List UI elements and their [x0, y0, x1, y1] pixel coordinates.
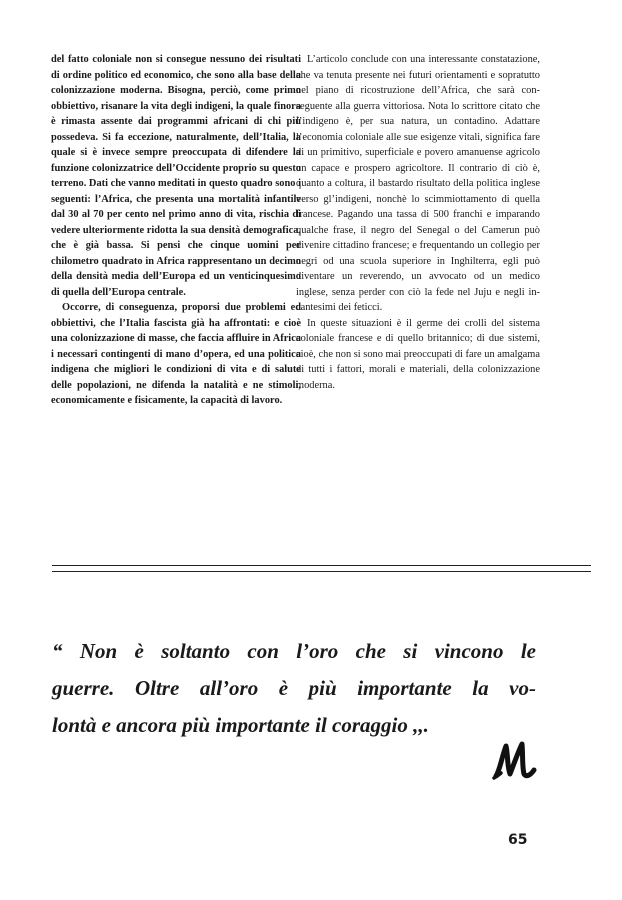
- left-paragraph-1: del fatto coloniale non si consegue nessuno dei risultati di ordine politico ed economico, che sono alla base della colonizzazione moderna. Bisogna, perciò, come primo obbiettivo, risanare la vita degli indigeni, la quale finora è rimasta assente dai programmi africani di chi più possedeva. Si fa eccezione, naturalmente, dell’Italia, la quale si è invece sempre preoccupata di difendere la funzione colonizzatrice dell’Occidente proprio su questo terreno. Dati che vanno meditati in questo quadro sono i seguenti: l’Africa, che presenta una mortalità infantile dal 30 al 70 per cento nel primo anno di vita, rischia di vedere ulteriormente ridotta la sua densità demografica, che è già bassa. Si pensi che cinque uomini per chilometro quadrato in Africa rappresentano un decimo della densità media dell’Europa ed un venticinquesimo di quella dell’Europa centrale.: [51, 54, 301, 298]
- right-paragraph-2: In queste situazioni è il germe dei crolli del sistema coloniale francese e di quello britannico; di due sistemi, cioè, che non si sono mai preoccupati di fare un amalgama di tutti i fattori, morali e materiali, della colonizzazione moderna.: [296, 317, 540, 391]
- quote-block: [52, 633, 536, 744]
- left-paragraph-2: Occorre, di conseguenza, proporsi due problemi ed obbiettivi, che l’Italia fascista già ha affrontati: e cioè una colonizzazione di masse, che faccia affluire in Africa i necessari contingenti di mano d’opera, ed una politica indigena che migliori le condizioni di vita e di salute delle popolazioni, ne difenda la natalità e ne stimoli, economicamente e fisicamente, la capacità di lavoro.: [51, 302, 301, 406]
- separator-rule-top: [52, 565, 591, 566]
- signature-m-icon: [492, 740, 542, 782]
- left-column: [51, 52, 301, 409]
- right-column: [296, 52, 540, 393]
- quote-line-2: guerre. Oltre all’oro è più importante la vo-: [52, 676, 536, 700]
- separator-rule-bottom: [52, 571, 591, 572]
- right-paragraph-1: L’articolo conclude con una interessante constatazione, che va tenuta presente nei futuri orientamenti e sopratutto nel piano di ricostruzione dell’Africa, che sarà conseguente alla guerra vittoriosa. Nota lo scrittore citato che l’indigeno è, per sua natura, un contadino. Adattare l’economia coloniale alle sue esigenze vitali, significa fare di un primitivo, superficiale e povero amanuense agricolo un capace e prospero agricoltore. Il contrario di ciò è, quanto a coltura, il bastardo risultato della politica inglese verso gl’indigeni, nonchè lo scimmiottamento di quella francese. Pagando una tassa di 500 franchi e imparando qualche frase, il negro del Senegal o del Camerun può divenire cittadino francese; e frequentando un collegio per negri od una scuola superiore in Inghilterra, egli può diventare un reverendo, un avvocato od un medico inglese, senza perder con ciò la fede nel Juju e negli incantesimi dei feticci.: [296, 54, 540, 313]
- quote-line-1: “ Non è soltanto con l’oro che si vincono le: [52, 639, 536, 663]
- page-number: 65: [508, 832, 528, 848]
- quote-line-3: lontà e ancora più importante il coraggio ,,.: [52, 713, 429, 737]
